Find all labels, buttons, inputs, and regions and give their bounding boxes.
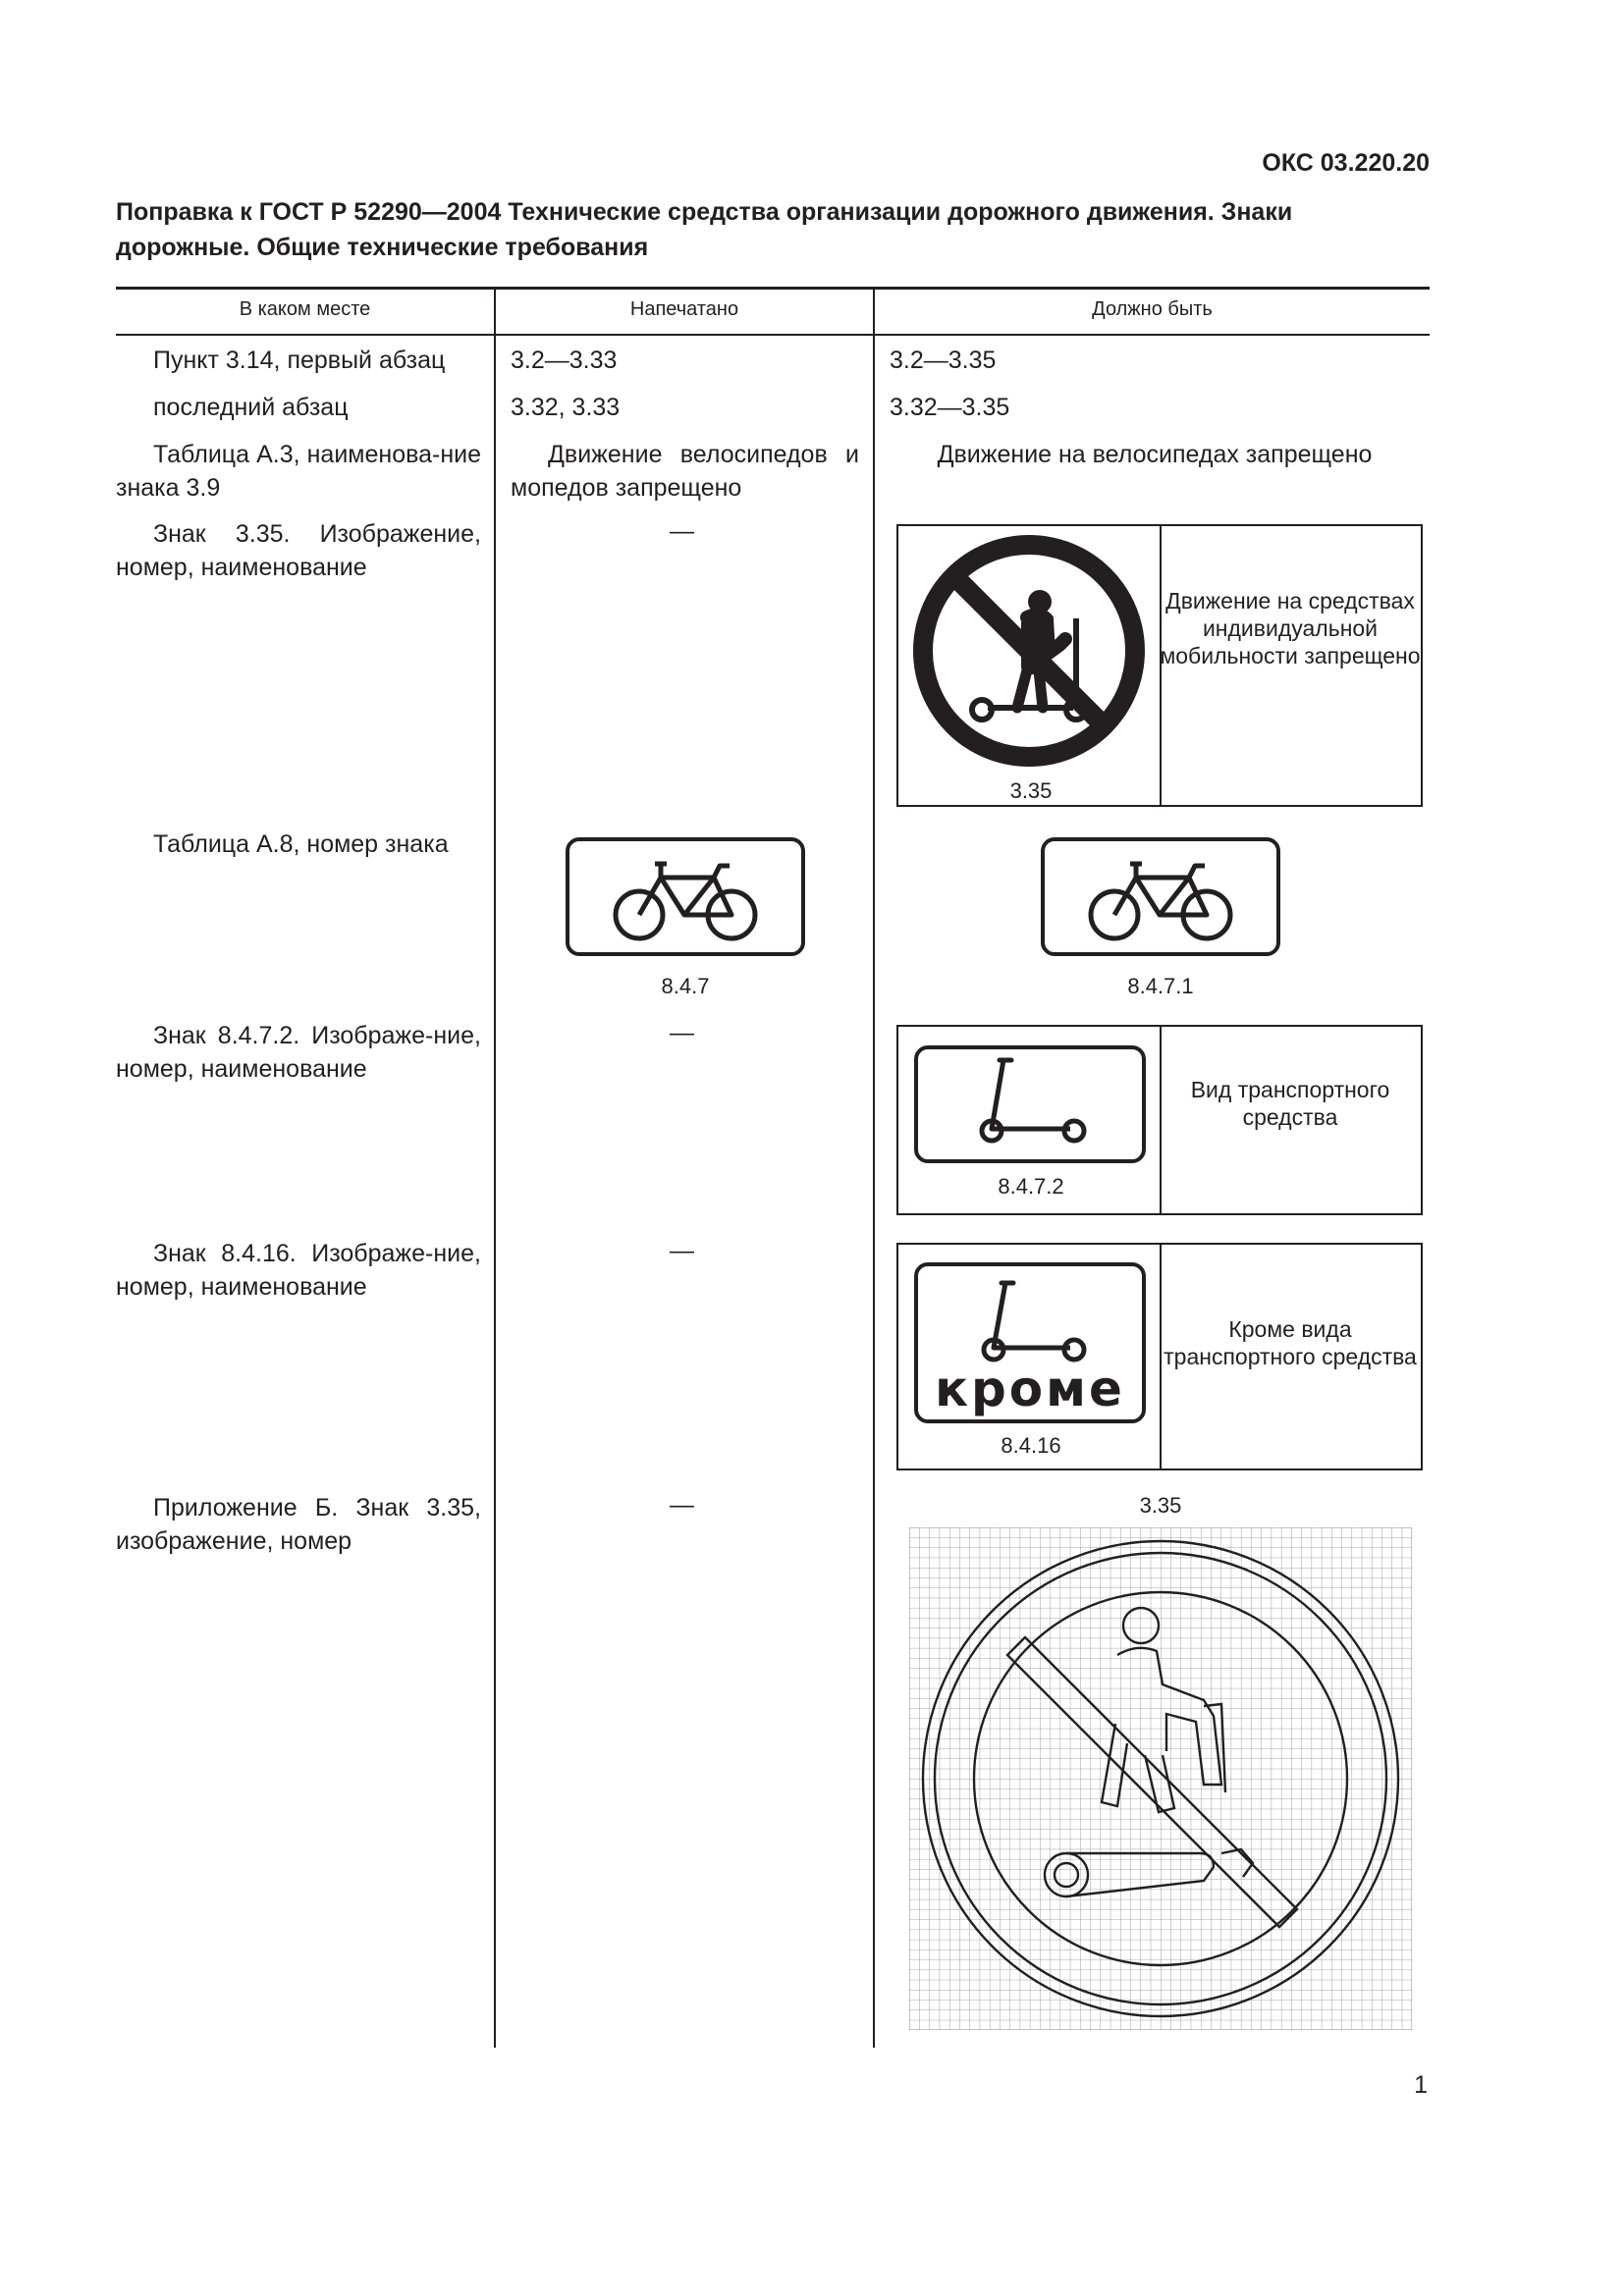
row-3-printed: Движение велосипедов и мопедов запрещено — [511, 441, 859, 502]
sign-3-35-name: Движение на средствах индивидуальной мобильности запрещено — [1160, 588, 1421, 668]
sign-8-4-7-2-name: Вид транспортного средства — [1190, 1077, 1390, 1130]
sign-3-35-number: 3.35 — [1009, 778, 1053, 803]
column-divider-1 — [494, 287, 496, 2048]
sign-3-35-grid-drawing-icon — [909, 1527, 1412, 2030]
row-7-where: Знак 8.4.16. Изображе-ние, номер, наименование — [116, 1240, 481, 1301]
row-6-where: Знак 8.4.7.2. Изображе-ние, номер, наименование — [116, 1022, 481, 1083]
row-8-printed-dash: — — [670, 1491, 694, 1519]
column-header-where: В каком месте — [239, 298, 371, 320]
sign-8-4-16-number: 8.4.16 — [1001, 1433, 1061, 1458]
row-8-where: Приложение Б. Знак 3.35, изображение, номер — [116, 1494, 481, 1555]
row-7-printed-dash: — — [670, 1237, 694, 1264]
row-3-should-be: Движение на велосипедах запрещено — [937, 441, 1373, 468]
row-2-printed: 3.32, 3.33 — [511, 394, 621, 421]
row-4-printed-dash: — — [670, 517, 694, 545]
except-plate-text: кроме — [935, 1361, 1125, 1417]
row-1-printed: 3.2—3.33 — [511, 347, 618, 374]
column-divider-2 — [873, 287, 875, 2048]
except-scooter-plate-icon — [913, 1261, 1147, 1424]
sign-8-4-7-number: 8.4.7 — [661, 974, 710, 998]
bicycle-plate-new-icon — [1040, 836, 1281, 957]
row-5-where: Таблица А.8, номер знака — [153, 830, 449, 858]
bicycle-plate-old-icon — [565, 836, 806, 957]
row-1-should-be: 3.2—3.35 — [890, 347, 997, 374]
classification-code: ОКС 03.220.20 — [1262, 149, 1430, 177]
row-1-where: Пункт 3.14, первый абзац — [153, 347, 446, 374]
column-header-printed: Напечатано — [629, 298, 739, 320]
column-header-should-be: Должно быть — [1092, 298, 1213, 320]
row-6-printed-dash: — — [670, 1019, 694, 1046]
appendix-sign-number: 3.35 — [1139, 1493, 1182, 1518]
row-3-where: Таблица А.3, наименова-ние знака 3.9 — [116, 441, 481, 502]
sign-8-4-7-1-number: 8.4.7.1 — [1127, 974, 1194, 998]
page-number: 1 — [1414, 2071, 1428, 2099]
table-top-rule — [116, 287, 1430, 290]
row-4-where: Знак 3.35. Изображение, номер, наименование — [116, 520, 481, 581]
sign-8-4-16-name: Кроме вида транспортного средства — [1164, 1316, 1417, 1369]
sign-8-4-7-2-number: 8.4.7.2 — [998, 1174, 1064, 1199]
table-header-rule — [116, 334, 1430, 336]
no-scooter-sign-icon — [911, 533, 1147, 769]
document-title: Поправка к ГОСТ Р 52290—2004 Технические средства организации дорожного движения. Знаки дорожные. Общие технические требования — [116, 198, 1293, 261]
row-2-should-be: 3.32—3.35 — [890, 394, 1010, 421]
row-2-where: последний абзац — [153, 394, 349, 421]
scooter-plate-icon — [913, 1044, 1147, 1164]
